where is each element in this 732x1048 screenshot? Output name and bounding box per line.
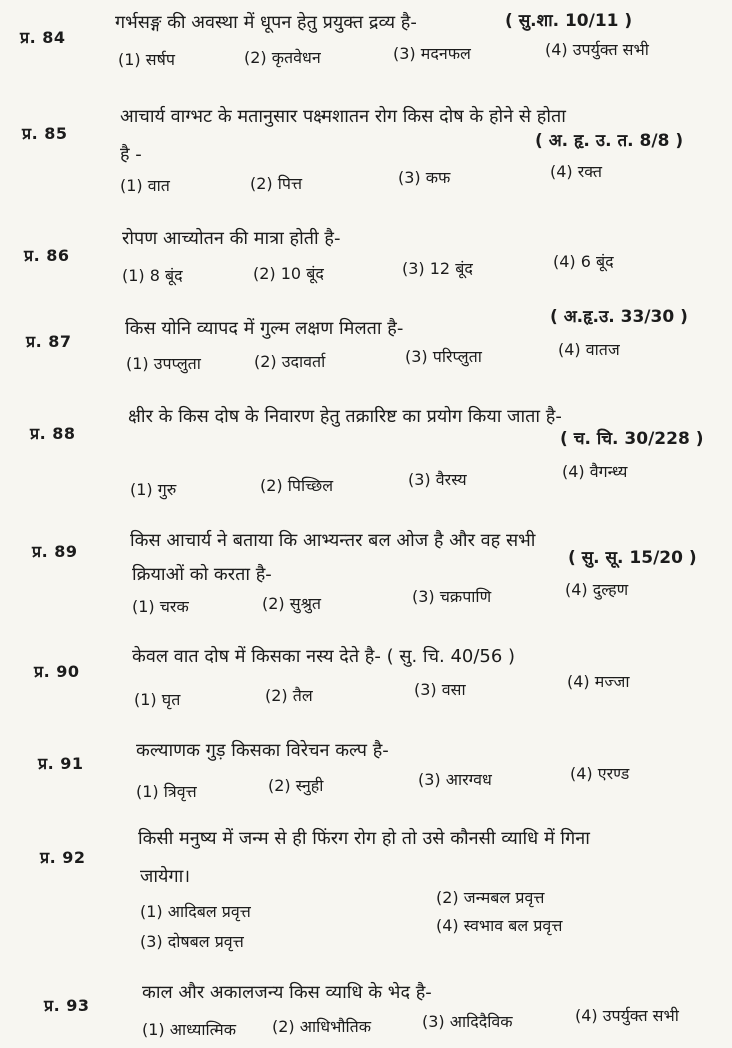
option-4: (4) मज्जा	[567, 672, 630, 691]
option-2: (2) कृतवेधन	[244, 48, 321, 67]
reference: ( च. चि. 30/228 )	[560, 429, 704, 449]
option-2: (2) तैल	[265, 686, 313, 705]
question-text: किस आचार्य ने बताया कि आभ्यन्तर बल ओज है और वह सभी	[130, 530, 536, 551]
option-4: (4) एरण्ड	[570, 764, 630, 783]
option-3: (3) वैरस्य	[408, 470, 467, 489]
option-3: (3) चक्रपाणि	[412, 587, 492, 606]
question-text-cont: जायेगा।	[140, 866, 191, 887]
question-number: प्र. 90	[34, 662, 80, 681]
question-text: कल्याणक गुड़ किसका विरेचन कल्प है-	[136, 740, 389, 761]
option-2: (2) सुश्रुत	[262, 594, 322, 613]
question-number: प्र. 86	[24, 246, 70, 265]
reference: ( सु.शा. 10/11 )	[505, 11, 633, 31]
reference: ( अ. हृ. उ. त. 8/8 )	[535, 131, 684, 151]
option-3: (3) मदनफल	[393, 44, 471, 63]
option-4: (4) वातज	[558, 340, 620, 359]
option-4: (4) स्वभाव बल प्रवृत्त	[436, 916, 563, 935]
option-3: (3) कफ	[398, 168, 451, 187]
question-text: गर्भसङ्ग की अवस्था में धूपन हेतु प्रयुक्त द्रव्य है-	[115, 12, 417, 33]
question-number: प्र. 88	[30, 424, 76, 443]
option-4: (4) उपर्युक्त सभी	[575, 1006, 679, 1025]
option-1: (1) वात	[120, 176, 170, 195]
option-2: (2) पित्त	[250, 174, 303, 193]
option-3: (3) दोषबल प्रवृत्त	[140, 932, 244, 951]
question-number: प्र. 91	[38, 754, 84, 773]
option-1: (1) आध्यात्मिक	[142, 1020, 237, 1039]
option-2: (2) स्नुही	[268, 776, 324, 795]
question-number: प्र. 93	[44, 996, 90, 1015]
option-3: (3) 12 बूंद	[402, 259, 473, 278]
option-2: (2) उदावर्ता	[254, 352, 326, 371]
option-1: (1) 8 बूंद	[122, 266, 183, 285]
option-1: (1) आदिबल प्रवृत्त	[140, 902, 251, 921]
question-number: प्र. 85	[22, 124, 68, 143]
question-text-cont: क्रियाओं को करता है-	[132, 564, 272, 585]
question-number: प्र. 87	[26, 332, 72, 351]
reference: ( अ.हृ.उ. 33/30 )	[550, 307, 688, 327]
option-3: (3) परिप्लुता	[405, 347, 482, 366]
question-text: केवल वात दोष में किसका नस्य देते है- ( सु. चि. 40/56 )	[132, 646, 516, 667]
question-text: काल और अकालजन्य किस व्याधि के भेद है-	[142, 982, 432, 1003]
option-1: (1) घृत	[134, 690, 181, 709]
option-4: (4) वैगन्ध्य	[562, 462, 628, 481]
option-2: (2) पिच्छिल	[260, 476, 334, 495]
option-3: (3) आदिदैविक	[422, 1012, 513, 1031]
option-3: (3) आरग्वध	[418, 770, 492, 789]
option-4: (4) दुल्हण	[565, 580, 629, 599]
question-number: प्र. 89	[32, 542, 78, 561]
option-1: (1) गुरु	[130, 480, 177, 499]
option-4: (4) रक्त	[550, 162, 602, 181]
option-3: (3) वसा	[414, 680, 466, 699]
question-text: किसी मनुष्य में जन्म से ही फिंरग रोग हो तो उसे कौनसी व्याधि में गिना	[138, 828, 590, 849]
question-text: रोपण आच्योतन की मात्रा होती है-	[122, 228, 341, 249]
question-text: क्षीर के किस दोष के निवारण हेतु तक्रारिष्ट का प्रयोग किया जाता है-	[128, 406, 562, 427]
question-text: आचार्य वाग्भट के मतानुसार पक्ष्मशातन रोग किस दोष के होने से होता	[120, 106, 566, 127]
option-1: (1) त्रिवृत्त	[136, 782, 197, 801]
option-1: (1) सर्षप	[118, 50, 175, 69]
question-number: प्र. 92	[40, 848, 86, 867]
option-1: (1) चरक	[132, 597, 189, 616]
option-4: (4) उपर्युक्त सभी	[545, 40, 649, 59]
option-1: (1) उपप्लुता	[126, 354, 201, 373]
question-number: प्र. 84	[20, 28, 66, 47]
reference: ( सु. सू. 15/20 )	[568, 548, 697, 568]
question-text: किस योनि व्यापद में गुल्म लक्षण मिलता है-	[125, 318, 404, 339]
option-4: (4) 6 बूंद	[553, 252, 614, 271]
option-2: (2) आधिभौतिक	[272, 1017, 372, 1036]
option-2: (2) 10 बूंद	[253, 264, 324, 283]
question-text-cont: है -	[120, 144, 142, 165]
option-2: (2) जन्मबल प्रवृत्त	[436, 888, 545, 907]
